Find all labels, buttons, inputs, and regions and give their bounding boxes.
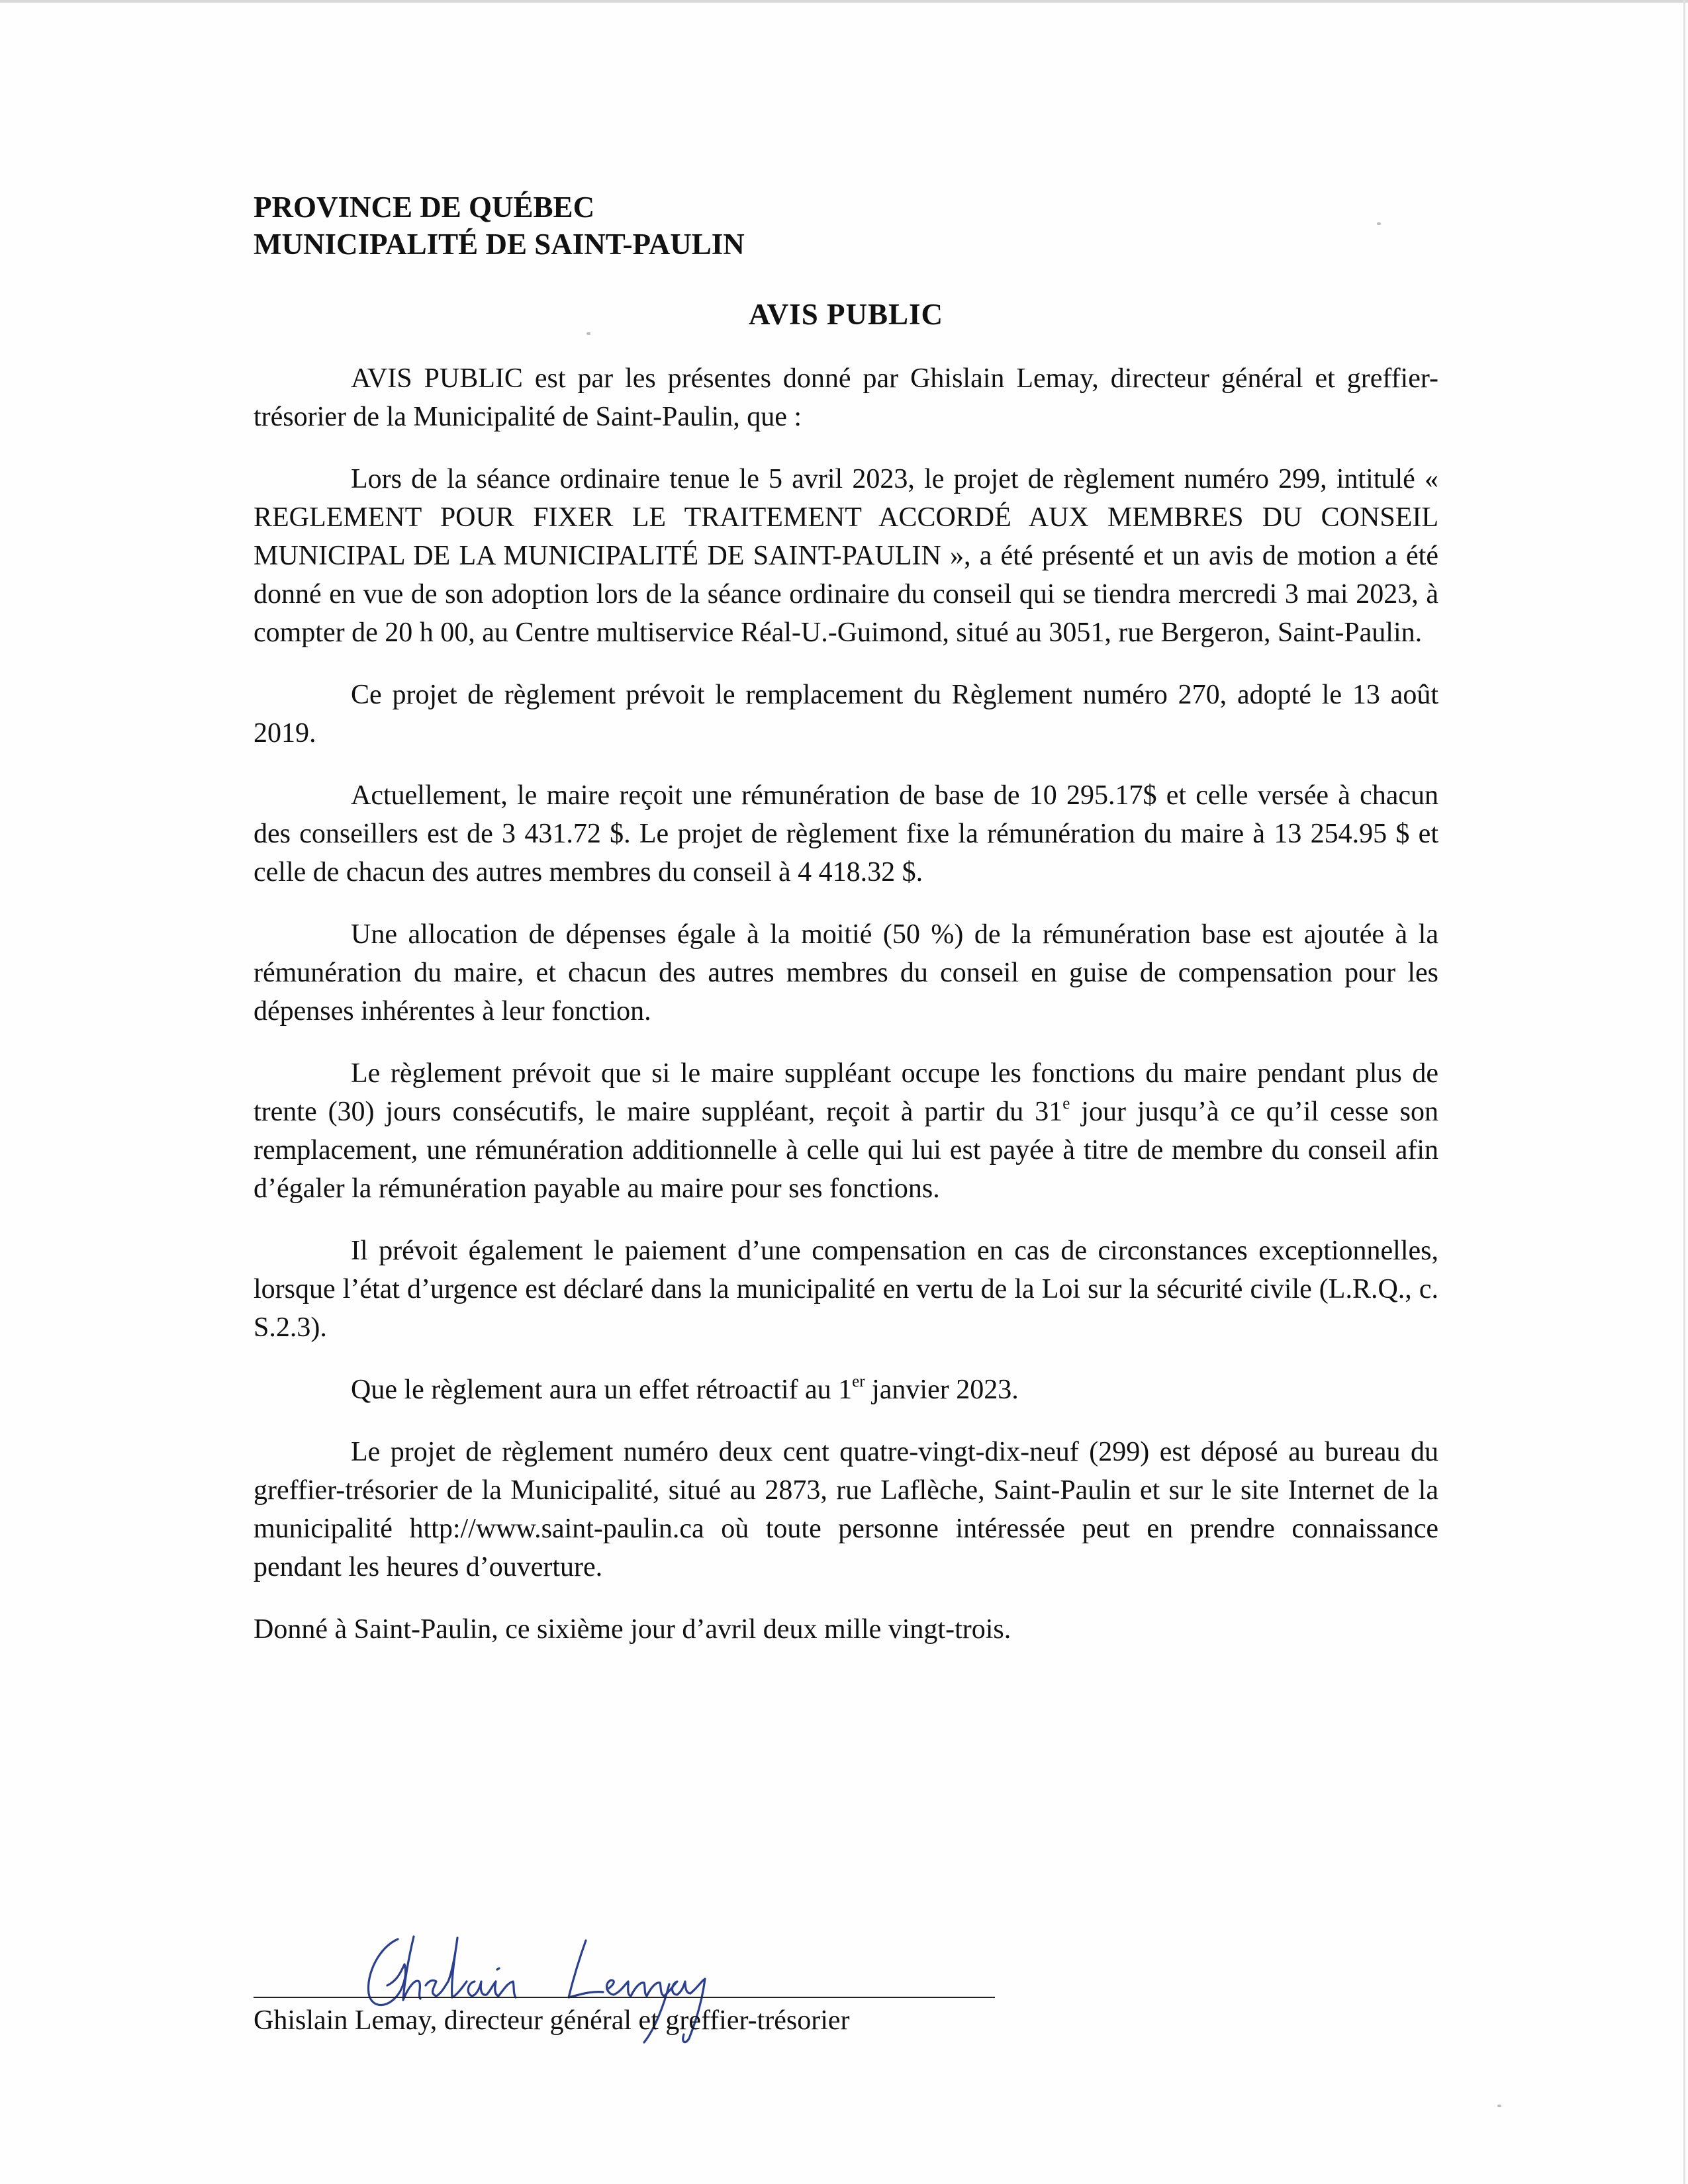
retroactive-text-end: janvier 2023.	[865, 1375, 1019, 1405]
signature-block	[254, 1933, 995, 2036]
paragraph-intro: AVIS PUBLIC est par les présentes donné par Ghislain Lemay, directeur général et greffier-trésorier de la Municipalité de Saint-Paulin, que :	[254, 363, 1438, 432]
header-municipality: MUNICIPALITÉ DE SAINT-PAULIN	[254, 228, 745, 261]
paragraph-compensation: Il prévoit également le paiement d’une compensation en cas de circonstances exceptionnelles, lorsque l’état d’urgence est déclaré dans la municipalité en vertu de la Loi sur la sécurité civile (L.R.Q., c. S.2.3).	[254, 1236, 1438, 1343]
scan-edge-top	[0, 0, 1688, 3]
paragraph-allocation: Une allocation de dépenses égale à la moitié (50 %) de la rémunération base est ajoutée à la rémunération du maire, et chacun des autres membres du conseil en guise de compensation pour les dépenses inhérentes à leur fonction.	[254, 919, 1438, 1026]
signature-line	[254, 1997, 995, 1998]
ordinal-suffix: er	[852, 1373, 865, 1390]
substitute-mayor-text-end: jour jusqu’à ce qu’il cesse son remplacement, une rémunération additionnelle à celle qui lui est payée à titre de membre du conseil afin d’égaler la rémunération payable au maire pour ses fonctions.	[254, 1097, 1438, 1204]
paragraph-replacement: Ce projet de règlement prévoit le remplacement du Règlement numéro 270, adopté le 13 août 2019.	[254, 680, 1438, 749]
signatory-name-title: Ghislain Lemay, directeur général et greffier-trésorier	[254, 2005, 850, 2036]
paragraph-deposit: Le projet de règlement numéro deux cent quatre-vingt-dix-neuf (299) est déposé au bureau du greffier-trésorier de la Municipalité, situé au 2873, rue Laflèche, Saint-Paulin et sur le site Internet de la municipalité http://www.saint-paulin.ca où toute personne intéressée peut en prendre connaissance pendant les heures d’ouverture.	[254, 1437, 1438, 1582]
substitute-mayor-text-start: Le règlement prévoit que si le maire suppléant occupe les fonctions du maire pendant plus de trente (30) jours consécutifs, le maire suppléant, reçoit à partir du 31	[254, 1058, 1438, 1127]
scan-speck	[1497, 2105, 1501, 2107]
scan-speck	[586, 332, 590, 335]
paragraph-retroactive	[254, 1371, 1438, 1409]
notice-title: AVIS PUBLIC	[748, 298, 943, 331]
retroactive-text-start: Que le règlement aura un effet rétroactif au 1	[351, 1375, 853, 1405]
paragraph-substitute-mayor	[254, 1054, 1438, 1208]
scan-edge-right	[1683, 0, 1685, 2184]
header-province: PROVINCE DE QUÉBEC	[254, 191, 595, 224]
scan-speck	[1377, 222, 1381, 225]
paragraph-given-at: Donné à Saint-Paulin, ce sixième jour d’avril deux mille vingt-trois.	[254, 1614, 1011, 1645]
ordinal-suffix: e	[1062, 1095, 1070, 1113]
paragraph-session: Lors de la séance ordinaire tenue le 5 avril 2023, le projet de règlement numéro 299, intitulé « REGLEMENT POUR FIXER LE TRAITEMENT ACCORDÉ AUX MEMBRES DU CONSEIL MUNICIPAL DE LA MUNICIPALITÉ DE SAINT-PAULIN », a été présenté et un avis de motion a été donné en vue de son adoption lors de la séance ordinaire du conseil qui se tiendra mercredi 3 mai 2023, à compter de 20 h 00, au Centre multiservice Réal-U.-Guimond, situé au 3051, rue Bergeron, Saint-Paulin.	[254, 464, 1438, 648]
paragraph-remuneration: Actuellement, le maire reçoit une rémunération de base de 10 295.17$ et celle versée à chacun des conseillers est de 3 431.72 $. Le projet de règlement fixe la rémunération du maire à 13 254.95 $ et celle de chacun des autres membres du conseil à 4 418.32 $.	[254, 780, 1438, 887]
notice-body	[254, 189, 1438, 1649]
